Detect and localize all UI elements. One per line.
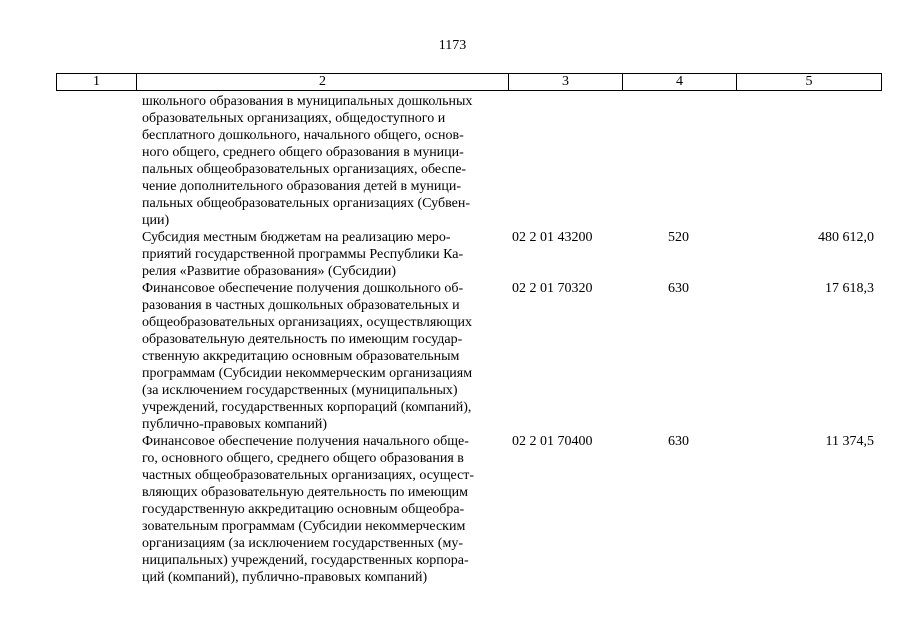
row-name-line: чение дополнительного образования детей в муници- bbox=[142, 179, 462, 194]
row-name-line: приятий государственной программы Республики Ка- bbox=[142, 247, 464, 262]
row-code: 02 2 01 43200 bbox=[512, 230, 593, 245]
row-name-line: бесплатного дошкольного, начального общего, основ- bbox=[142, 128, 464, 143]
row-name-line: пальных общеобразовательных организациях (Субвен- bbox=[142, 196, 470, 211]
row-name-line: организациям (за исключением государственных (му- bbox=[142, 536, 463, 551]
row-name-line: ственную аккредитацию основным образовательным bbox=[142, 349, 460, 364]
row-name-line: Субсидия местным бюджетам на реализацию меро- bbox=[142, 230, 451, 245]
row-name-line: релия «Развитие образования» (Субсидии) bbox=[142, 264, 397, 279]
row-name-line: Финансовое обеспечение получения дошкольного об- bbox=[142, 281, 464, 296]
row-code: 02 2 01 70400 bbox=[512, 434, 593, 449]
row-name-line: пальных общеобразовательных организациях, обеспе- bbox=[142, 162, 467, 177]
table-row bbox=[0, 93, 905, 229]
row-name-line: государственную аккредитацию основным общеобра- bbox=[142, 502, 465, 517]
row-name-line: учреждений, государственных корпораций (компаний), bbox=[142, 400, 472, 415]
column-header-5: 5 bbox=[737, 74, 882, 91]
row-name-line: Финансовое обеспечение получения начального обще- bbox=[142, 434, 469, 449]
page-number: 1173 bbox=[438, 38, 467, 53]
column-header-1: 1 bbox=[57, 74, 137, 91]
row-name-line: частных общеобразовательных организациях, осущест- bbox=[142, 468, 475, 483]
column-header-row bbox=[57, 74, 882, 91]
column-header-3: 3 bbox=[509, 74, 623, 91]
table-row bbox=[0, 280, 905, 433]
row-name-line: разования в частных дошкольных образовательных и bbox=[142, 298, 460, 313]
row-name bbox=[142, 229, 504, 280]
row-name-line: (за исключением государственных (муниципальных) bbox=[142, 383, 458, 398]
row-name bbox=[142, 433, 504, 586]
row-name-line: го, основного общего, среднего общего образования в bbox=[142, 451, 464, 466]
row-code: 02 2 01 70320 bbox=[512, 281, 593, 296]
row-amount: 480 612,0 bbox=[818, 230, 874, 245]
row-name bbox=[142, 280, 504, 433]
column-header-4: 4 bbox=[623, 74, 737, 91]
row-expense-type: 520 bbox=[668, 230, 689, 245]
column-header-2: 2 bbox=[137, 74, 509, 91]
row-amount: 11 374,5 bbox=[825, 434, 874, 449]
row-name-line: образовательных организациях, общедоступного и bbox=[142, 111, 446, 126]
row-amount: 17 618,3 bbox=[825, 281, 874, 296]
row-name-line: программам (Субсидии некоммерческим организациям bbox=[142, 366, 473, 381]
table-row bbox=[0, 229, 905, 280]
row-name-line: образовательную деятельность по имеющим государ- bbox=[142, 332, 463, 347]
row-name-line: общеобразовательных организациях, осуществляющих bbox=[142, 315, 473, 330]
row-name-line: публично-правовых компаний) bbox=[142, 417, 328, 432]
row-expense-type: 630 bbox=[668, 434, 689, 449]
row-name-line: ции) bbox=[142, 213, 170, 228]
row-name-line: ного общего, среднего общего образования в муници- bbox=[142, 145, 464, 160]
row-name-line: вляющих образовательную деятельность по имеющим bbox=[142, 485, 468, 500]
row-name bbox=[142, 93, 504, 229]
row-name-line: ниципальных) учреждений, государственных корпора- bbox=[142, 553, 469, 568]
row-name-line: зовательным программам (Субсидии некоммерческим bbox=[142, 519, 466, 534]
budget-table-body bbox=[0, 93, 905, 586]
column-header-table bbox=[56, 73, 882, 91]
row-expense-type: 630 bbox=[668, 281, 689, 296]
table-row bbox=[0, 433, 905, 586]
row-name-line: ций (компаний), публично-правовых компаний) bbox=[142, 570, 428, 585]
row-name-line: школьного образования в муниципальных дошкольных bbox=[142, 94, 473, 109]
